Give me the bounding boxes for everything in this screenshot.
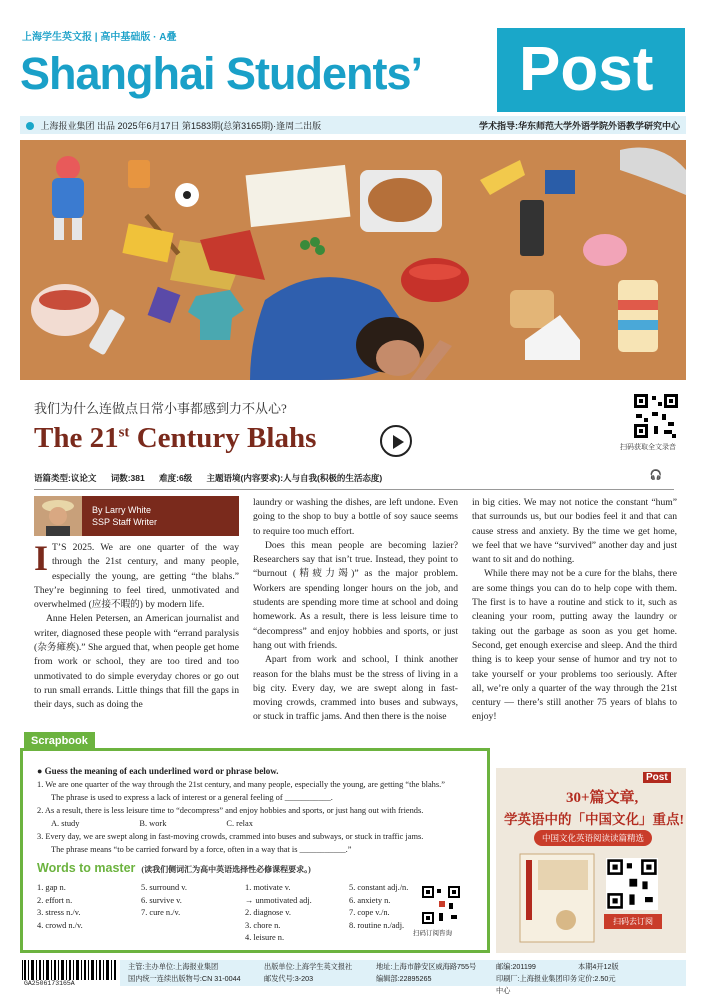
meta-genre: 语篇类型:议论文 [34, 473, 97, 483]
footer-cell: 印刷厂:上海报业集团印务中心 [496, 974, 578, 995]
headline-part-1: The 21 [34, 422, 119, 454]
words-to-master-title [37, 862, 477, 876]
headline-sup: st [118, 424, 130, 441]
vocab-item: 3. stress n./v. [37, 908, 81, 917]
footer-cell: 地址:上海市静安区威海路755号 [376, 962, 477, 971]
article-column-2 [253, 496, 458, 725]
paragraph: Apart from work and school, I think another reason for the blahs must be the stress of living in a big city. Every day, we are swept along in fast-moving crowds, crammed into buses and subways, or stuck in traffic jams. And then there is the noise [253, 654, 458, 723]
question-3: 3. Every day, we are swept along in fast-moving crowds, crammed into buses and subways, or stuck in traffic jams. [37, 832, 424, 841]
qr-code-ad[interactable] [606, 858, 658, 910]
vocab-column-2 [141, 882, 245, 945]
headline-part-2: Century Blahs [129, 422, 317, 454]
footer-cell: 本期4开12版 [578, 962, 619, 971]
meta-theme: 主题语境(内容要求):人与自我(积极的生活态度) [206, 473, 383, 483]
footer-cell: 邮编:201199 [496, 962, 536, 971]
ad-banner: 中国文化英语阅读读篇精选 [534, 830, 652, 846]
footer [20, 960, 686, 995]
ad-post-logo: Post [643, 772, 671, 783]
vocab-item: → unmotivated adj. [245, 895, 312, 905]
headphone-icon: 🎧 [649, 470, 662, 481]
vocab-item: 7. cope v./n. [349, 908, 390, 917]
paragraph: Does this mean people are becoming lazier? Researchers say that isn’t true. Instead, they point to “burnout (精疲力竭)” as the major problem. Workers are spending longer hours on the job, and students are spending more time at school and doing homework. As a result, there is less leisure time to “decompress” and enjoy hobbies and sports, or just hang out with friends. [253, 539, 458, 651]
vocab-item: 1. gap n. [37, 883, 66, 892]
question-1: 1. We are one quarter of the way through the 21st century, and many people, especially the young, are getting “the blahs.” [37, 780, 445, 789]
vocab-item: 5. surround v. [141, 883, 187, 892]
barcode-graphic [20, 960, 120, 980]
article-column-1 [34, 496, 239, 713]
book-cover-image [516, 850, 606, 946]
footer-cell: 定价:2.50元 [578, 974, 616, 983]
ad-subscribe-button[interactable]: 扫码去订阅 [604, 914, 662, 929]
qr-caption-audio: 扫码获取全文录音 [620, 443, 676, 451]
footer-cell: 出版单位:上海学生英文报社 [264, 962, 353, 971]
article-column-3 [472, 496, 677, 725]
vocab-item: 4. crowd n./v. [37, 920, 83, 930]
footer-cell: 国内统一连续出版物号:CN 31-0044 [128, 974, 241, 983]
vocab-column-1 [37, 882, 141, 945]
article-meta-bar [34, 472, 674, 490]
paragraph: Anne Helen Petersen, an American journalist and writer, diagnosed these people with “errand paralysis (杂务瘫痪).” She argued that, when people get home from work or school, they are too tired and too unmotivated to do simple everyday chores or go out to run small errands. Little things that fill the gaps in their days, such as doing the [34, 613, 239, 711]
book-advertisement[interactable] [496, 768, 686, 953]
vocab-item: 4. leisure n. [245, 933, 285, 942]
footer-info [120, 960, 686, 995]
qr-caption-subscribe: 扫码订阅咨询 [413, 930, 452, 937]
vocab-list [37, 882, 477, 945]
option-b: B. work [139, 819, 167, 828]
paragraph: laundry or washing the dishes, are left undone. Even going to the shop to buy a bottle of soy sauce seems to require too much effort. [253, 497, 458, 537]
vocab-item: 2. diagnose v. [245, 908, 291, 917]
option-c: C. relax [226, 819, 253, 828]
question-2-options [37, 817, 477, 830]
byline-box [34, 496, 239, 536]
ad-headline-1: 30+篇文章, [566, 790, 639, 806]
question-2: 2. As a result, there is less leisure time to “decompress” and enjoy hobbies and sports, or just hang out with friends. [37, 806, 424, 815]
edition-tag: 上海学生英文报 | 高中基础版 · A叠 [22, 32, 177, 43]
footer-cell: 主管:主办单位:上海报业集团 [128, 962, 219, 971]
w2m-heading: Words to master [37, 861, 136, 875]
scrapbook-box [20, 748, 490, 953]
meta-wordcount: 词数:381 [110, 473, 145, 483]
vocab-item: 5. constant adj./n. [349, 883, 409, 892]
vocab-item: 8. routine n./adj. [349, 920, 405, 930]
barcode-number: GA2506173165A [24, 980, 75, 987]
qr-code-audio[interactable] [632, 392, 680, 440]
footer-cell: 编辑部:22895265 [376, 974, 432, 983]
vocab-item: 1. motivate v. [245, 883, 291, 892]
masthead-title: Shanghai Students’ [20, 48, 423, 99]
article-headline [34, 422, 316, 455]
scrapbook-tab: Scrapbook [24, 732, 95, 750]
author-name: By Larry White [92, 505, 152, 515]
qr-code-subscribe[interactable] [421, 885, 461, 925]
hero-collage [20, 140, 686, 380]
scrapbook-instruction: ● Guess the meaning of each underlined word or phrase below. [37, 766, 279, 776]
vocab-item: 2. effort n. [37, 895, 73, 905]
academic-advisor: 学术指导:华东师范大学外语学院外语教学研究中心 [479, 120, 680, 131]
vocab-column-3 [245, 882, 349, 945]
option-a: A. study [51, 819, 80, 828]
masthead-post-logo: Post [497, 28, 685, 112]
footer-cell: 邮发代号:3-203 [264, 974, 314, 983]
w2m-note: (读我们侧词汇为高中英语选择性必修课程要求。) [141, 865, 311, 874]
barcode [20, 960, 120, 986]
issue-info-bar [20, 116, 686, 134]
publisher-icon [26, 122, 34, 130]
issue-info: 上海报业集团 出品 2025年6月17日 第1583期(总第3165期)·逢周二出版 [40, 120, 322, 131]
paragraph: While there may not be a cure for the blahs, there are some things you can do to help cope with them. The first is to have a routine and stick to it, such as cleaning your room, putting away the laundry or taking out the garbage as soon as you get home. Second, get enough exercise and sleep. And the third thing is to keep your sense of humor and try not to take yourself or your problems too seriously. After all, we’re only a quarter of the way through the 21st century — there’s still another 75 years of blahs to enjoy! [472, 568, 677, 723]
paragraph: T’S 2025. We are one quarter of the way through the 21st century, and many people, especially the young, are getting “the blahs.” They’re beginning to feel tired, unmotivated and overwhelmed (应接不暇的) by modern life. [34, 542, 239, 611]
vocab-item: 3. chore n. [245, 920, 281, 930]
author-title: SSP Staff Writer [92, 517, 158, 527]
author-avatar [34, 496, 82, 536]
drop-cap: I [34, 538, 49, 578]
paragraph: in big cities. We may not notice the constant “hum” that surrounds us, but our bodies feel it and that can cause stress and anxiety. By the time we get home, we feel that we have “survived” another day and just want to sit and do nothing. [472, 497, 677, 566]
vocab-item: 6. anxiety n. [349, 895, 391, 905]
vocab-item: 6. survive v. [141, 895, 182, 905]
article-subheadline: 我们为什么连做点日常小事都感到力不从心? [34, 401, 287, 416]
vocab-item: 7. cure n./v. [141, 908, 181, 917]
question-1-prompt: The phrase is used to express a lack of interest or a general feeling of ___________. [51, 793, 333, 802]
meta-difficulty: 难度:6级 [159, 473, 193, 483]
question-3-prompt: The phrase means “to be carried forward by a force, often in a way that is ___________.” [51, 845, 352, 854]
hero-illustration [20, 140, 686, 380]
ad-headline-2: 学英语中的「中国文化」重点! [504, 812, 684, 827]
play-audio-button[interactable] [380, 425, 412, 457]
